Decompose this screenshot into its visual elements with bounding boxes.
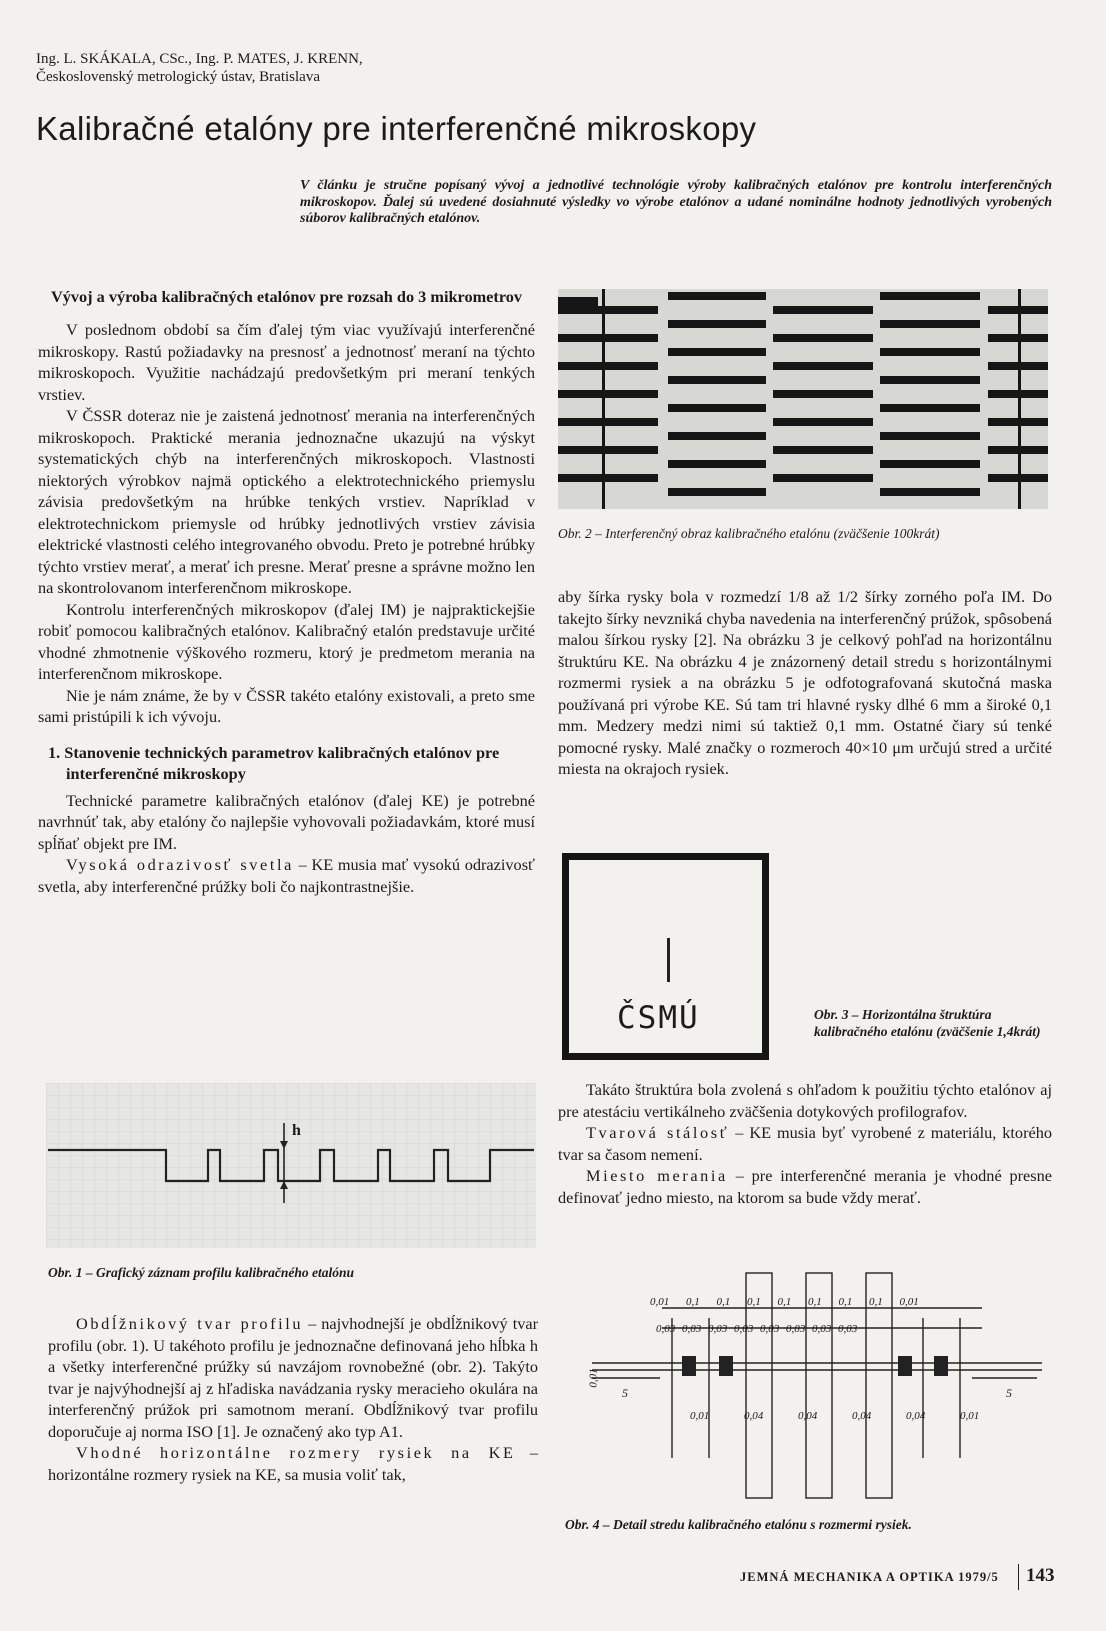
dim-label: 0,01 bbox=[960, 1410, 980, 1422]
dim-label: 0,04 bbox=[798, 1410, 818, 1422]
figure-1-caption: Obr. 1 – Grafický záznam profilu kalibračného etalónu bbox=[48, 1265, 355, 1280]
left-column-bottom bbox=[48, 1313, 538, 1485]
page-number: 143 bbox=[1026, 1565, 1055, 1586]
term: Obdĺžnikový tvar profilu bbox=[76, 1314, 304, 1333]
dim-label: 0,1 bbox=[869, 1296, 883, 1308]
journal-footer: JEMNÁ MECHANIKA A OPTIKA 1979/5 bbox=[740, 1570, 999, 1584]
dim-label: 0,03 bbox=[760, 1323, 780, 1335]
paragraph bbox=[48, 1442, 538, 1485]
paragraph: V ČSSR doteraz nie je zaistená jednotnosť merania na interferenčných mikroskopoch. Praktické merania jednoznačne ukazujú na výskyt systematických chýb na interferenčných mikroskopoch. Vlastnosti niektorých výrobkov najmä optického a elektrotechnického priemyslu závisia predovšetkým na hrúbke tenkých vrstiev. Napríklad v elektrotechnickom priemysle od hrúbky jednotlivých vrstiev závisia elektrické vlastnosti celého integrovaného obvodu. Preto je potrebné hrúbky týchto vrstiev merať, a merať ich presne. Merať presne a správne možno len na skontrolovanom interferenčnom mikroskope. bbox=[38, 406, 535, 597]
main-line-mark bbox=[667, 938, 670, 982]
left-column-top bbox=[38, 286, 535, 897]
term-text: – horizontálne rozmery rysiek na KE, sa musia voliť tak, bbox=[48, 1443, 538, 1484]
article-title: Kalibračné etalóny pre interferenčné mikroskopy bbox=[36, 110, 757, 147]
figure-4-caption: Obr. 4 – Detail stredu kalibračného etalónu s rozmermi rysiek. bbox=[565, 1517, 912, 1532]
dim-label: 0,04 bbox=[906, 1410, 926, 1422]
fig4-five-left: 5 bbox=[622, 1386, 628, 1400]
term-text: – KE musia byť vyrobené z materiálu, ktorého tvar sa časom nemení. bbox=[558, 1123, 1052, 1164]
fig4-side-dimension: 0,01 bbox=[587, 1368, 600, 1388]
dim-label: 0,04 bbox=[852, 1410, 872, 1422]
paragraph: Technické parametre kalibračných etalónov (ďalej KE) je potrebné navrhnúť tak, aby etalóny čo najlepšie vyhovovali požiadavkám, ktoré musí spĺňať objekt pre IM. bbox=[38, 790, 535, 853]
figure-2-caption: Obr. 2 – Interferenčný obraz kalibračného etalónu (zväčšenie 100krát) bbox=[558, 526, 940, 541]
fig4-mid-dimensions bbox=[656, 1323, 857, 1335]
dim-label: 0,03 bbox=[708, 1323, 728, 1335]
paragraph bbox=[48, 1313, 538, 1442]
paragraph bbox=[38, 854, 535, 897]
csmu-label: ČSMÚ bbox=[617, 1000, 700, 1036]
figure-2-interference-photo bbox=[558, 289, 1048, 509]
paragraph: Kontrolu interferenčných mikroskopov (ďalej IM) je najpraktickejšie robiť pomocou kalibračných etalónov. Kalibračný etalón predstavuje určité vhodné zhmotnenie výškového rozmeru, ktorý je predmetom merania na interferenčnom mikroskope. bbox=[38, 599, 535, 683]
term-text: – pre interferenčné merania je vhodné presne definovať jedno miesto, na ktorom sa bude vždy merať. bbox=[558, 1166, 1052, 1207]
paragraph bbox=[558, 1165, 1052, 1208]
dim-label: 0,1 bbox=[747, 1296, 761, 1308]
figure-1-profile-chart bbox=[46, 1083, 536, 1248]
paragraph: Nie je nám známe, že by v ČSSR takéto etalóny existovali, a preto sme sami pristúpili k ich vývoju. bbox=[38, 685, 535, 726]
profile-chart-svg bbox=[46, 1083, 536, 1248]
dim-label: 0,03 bbox=[838, 1323, 858, 1335]
paragraph: aby šírka rysky bola v rozmedzí 1/8 až 1/2 šírky zorného poľa IM. Do takejto šírky nevzniká chyba navedenia na interferenčný prúžok, spôsobená malou šírkou rysky [2]. Na obrázku 3 je celkový pohľad na horizontálnu štruktúru KE. Na obrázku 4 je znázornený detail stredu s horizontálnymi rozmermi rysiek a na obrázku 5 je odfotografovaná skutočná maska používaná pri výrobe KE. Sú tam tri hlavné rysky dlhé 6 mm a široké 0,1 mm. Medzery medzi nimi sú taktiež 0,1 mm. Ostatné čiary sú tenké pomocné rysky. Malé značky o rozmeroch 40×10 μm určujú stred a určité miesta na okrajoch rysiek. bbox=[558, 587, 1052, 778]
dim-label: 0,03 bbox=[812, 1323, 832, 1335]
dim-label: 0,03 bbox=[656, 1323, 676, 1335]
right-column-text bbox=[558, 586, 1052, 780]
authors-affiliation: Československý metrologický ústav, Bratislava bbox=[36, 69, 320, 85]
authors bbox=[36, 50, 363, 86]
dim-label: 0,1 bbox=[686, 1296, 700, 1308]
fig4-five-right: 5 bbox=[1006, 1386, 1012, 1400]
dim-label: 0,1 bbox=[777, 1296, 792, 1308]
dim-label: 0,1 bbox=[808, 1296, 822, 1308]
dim-label: 0,03 bbox=[682, 1323, 702, 1335]
dim-label: 0,01 bbox=[690, 1410, 710, 1422]
dim-label: 0,03 bbox=[786, 1323, 806, 1335]
dim-label: 0,1 bbox=[838, 1296, 853, 1308]
figure-1-h-label: h bbox=[292, 1122, 301, 1139]
dim-label: 0,04 bbox=[744, 1410, 764, 1422]
abstract: V článku je stručne popísaný vývoj a jednotlivé technológie výroby kalibračných etalónov pre kontrolu interferenčných mikroskopov. Ďalej sú uvedené dosiahnuté výsledky vo výrobe etalónov a udané nominálne hodnoty jednotlivých vyrobených súborov kalibračných etalónov. bbox=[300, 178, 1052, 226]
term: Vysoká odrazivosť svetla bbox=[66, 855, 294, 874]
term-text: – najvhodnejší je obdĺžnikový tvar profilu (obr. 1). U takéhoto profilu je jednoznačne definovaná jeho hĺbka h a všetky interferenčné prúžky sú navzájom rovnobežné (obr. 2). Takýto tvar je najvýhodnejší aj z hľadiska navádzania rysky meracieho okulára na interferenčný prúžok pri samotnom meraní. Obdĺžnikový tvar profilu doporučuje aj norma ISO [1]. Je označený ako typ A1. bbox=[48, 1314, 539, 1441]
paragraph bbox=[558, 1122, 1052, 1165]
fig4-top-dimensions bbox=[650, 1296, 919, 1308]
right-column-text-2 bbox=[558, 1079, 1052, 1208]
dim-label: 0,01 bbox=[899, 1296, 919, 1308]
term-text: – KE musia mať vysokú odrazivosť svetla, aby interferenčné prúžky boli čo najkontrastnejšie. bbox=[38, 855, 535, 896]
figure-3-structure bbox=[562, 853, 769, 1060]
footer-divider bbox=[1018, 1564, 1019, 1590]
dim-label: 0,03 bbox=[734, 1323, 754, 1335]
section-heading: 1. Stanovenie technických parametrov kalibračných etalónov pre interferenčné mikroskopy bbox=[48, 742, 500, 783]
term: Vhodné horizontálne rozmery rysiek na KE bbox=[76, 1443, 516, 1462]
figure-3-caption: Obr. 3 – Horizontálna štruktúra kalibračného etalónu (zväčšenie 1,4krát) bbox=[814, 1007, 1041, 1039]
term: Miesto merania bbox=[586, 1166, 728, 1185]
fig4-bottom-dimensions bbox=[690, 1410, 979, 1422]
interference-pattern-svg bbox=[558, 289, 1048, 509]
paragraph: V poslednom období sa čím ďalej tým viac využívajú interferenčné mikroskopy. Rastú požiadavky na presnosť a jednotnosť meraní na týchto mikroskopoch. Využitie nachádzajú predovšetkým pri meraní tenkých vrstiev. bbox=[38, 320, 535, 404]
paragraph: Takáto štruktúra bola zvolená s ohľadom k použitiu týchto etalónov aj pre atestáciu vertikálneho zväčšenia dotykových profilografov. bbox=[558, 1080, 1052, 1121]
dim-label: 0,01 bbox=[650, 1296, 670, 1308]
dim-label: 0,1 bbox=[716, 1296, 731, 1308]
authors-names: Ing. L. SKÁKALA, CSc., Ing. P. MATES, J. KRENN, bbox=[36, 51, 363, 67]
term: Tvarová stálosť bbox=[586, 1123, 730, 1142]
section-heading: Vývoj a výroba kalibračných etalónov pre rozsah do 3 mikrometrov bbox=[50, 287, 523, 306]
